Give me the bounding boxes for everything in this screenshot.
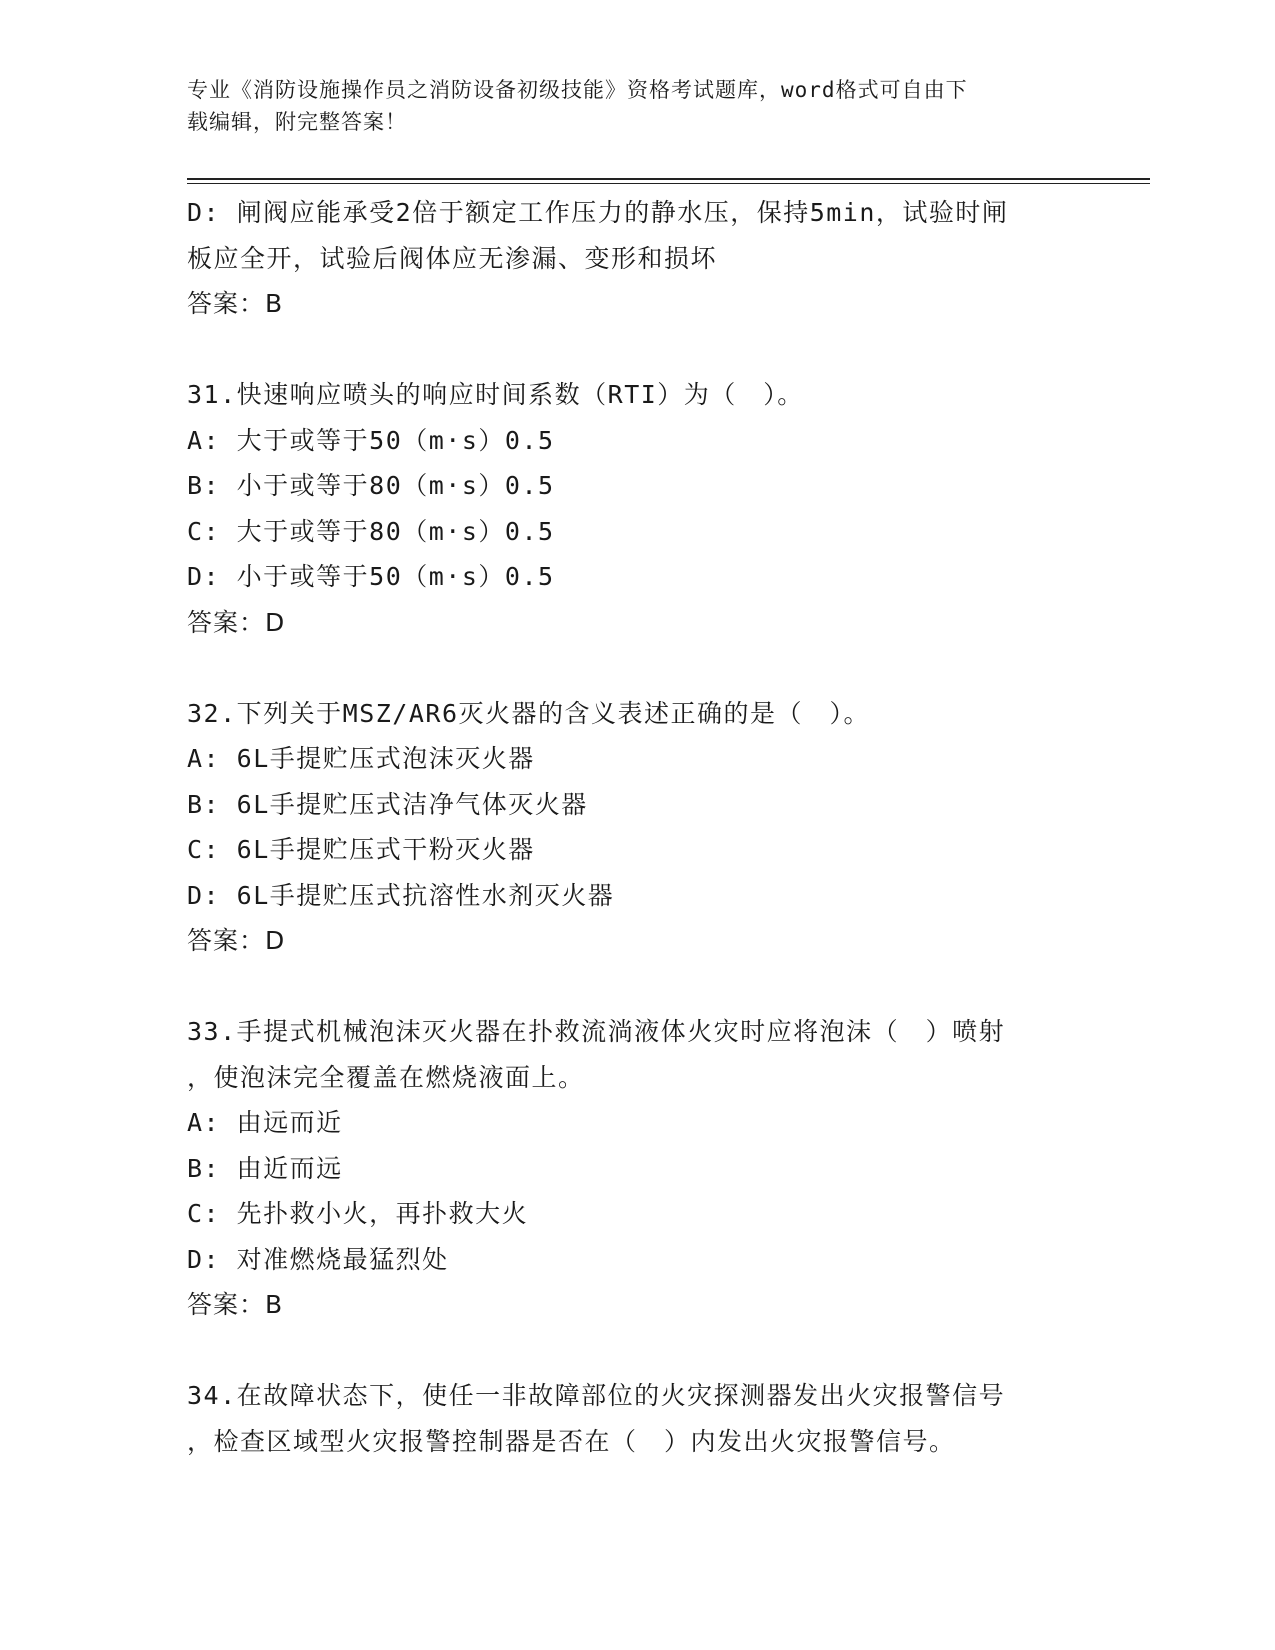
option-c: C: 6L手提贮压式干粉灭火器 <box>187 835 535 864</box>
option-d-continued: 板应全开，试验后阀体应无渗漏、变形和损坏 <box>187 243 718 273</box>
header-line-1: 专业《消防设施操作员之消防设备初级技能》资格考试题库，word格式可自由下 <box>187 78 968 102</box>
answer: 答案：B <box>187 289 284 318</box>
spacer <box>187 964 1087 1010</box>
option-c: C: 先扑救小火，再扑救大火 <box>187 1199 529 1228</box>
document-body <box>187 190 1087 1464</box>
option-c: C: 大于或等于80（m·s）0.5 <box>187 516 555 546</box>
spacer <box>187 327 1087 373</box>
option-a: A: 由远而近 <box>187 1108 343 1137</box>
option-a: A: 大于或等于50（m·s）0.5 <box>187 425 555 455</box>
question-stem: 32.下列关于MSZ/AR6灭火器的含义表述正确的是（ ）。 <box>187 698 871 728</box>
document-header <box>187 74 1067 138</box>
question-33 <box>187 1009 1087 1328</box>
spacer <box>187 645 1087 691</box>
question-34 <box>187 1373 1087 1464</box>
question-32 <box>187 691 1087 964</box>
previous-question-tail <box>187 190 1087 327</box>
question-stem: 31.快速响应喷头的响应时间系数（RTI）为（ ）。 <box>187 380 804 409</box>
spacer <box>187 1328 1087 1374</box>
option-b: B: 6L手提贮压式洁净气体灭火器 <box>187 789 588 819</box>
option-d: D: 小于或等于50（m·s）0.5 <box>187 562 555 591</box>
answer: 答案：D <box>187 607 286 637</box>
question-stem-continued: ，使泡沫完全覆盖在燃烧液面上。 <box>187 1062 585 1092</box>
option-d: D: 6L手提贮压式抗溶性水剂灭火器 <box>187 880 615 910</box>
question-stem: 33.手提式机械泡沫灭火器在扑救流淌液体火灾时应将泡沫（ ）喷射 <box>187 1017 1006 1046</box>
question-stem-continued: ，检查区域型火灾报警控制器是否在（ ）内发出火灾报警信号。 <box>187 1426 956 1456</box>
answer: 答案：B <box>187 1290 284 1319</box>
option-d: D: 闸阀应能承受2倍于额定工作压力的静水压，保持5min，试验时闸 <box>187 198 1009 227</box>
header-divider-thin <box>187 183 1150 184</box>
option-a: A: 6L手提贮压式泡沫灭火器 <box>187 744 535 773</box>
option-d: D: 对准燃烧最猛烈处 <box>187 1244 449 1274</box>
header-divider-thick <box>187 178 1150 180</box>
option-b: B: 由近而远 <box>187 1153 343 1183</box>
header-line-2: 载编辑，附完整答案！ <box>187 110 407 134</box>
option-b: B: 小于或等于80（m·s）0.5 <box>187 471 555 500</box>
question-31 <box>187 372 1087 645</box>
question-stem: 34.在故障状态下，使任一非故障部位的火灾探测器发出火灾报警信号 <box>187 1381 1006 1410</box>
answer: 答案：D <box>187 926 286 955</box>
